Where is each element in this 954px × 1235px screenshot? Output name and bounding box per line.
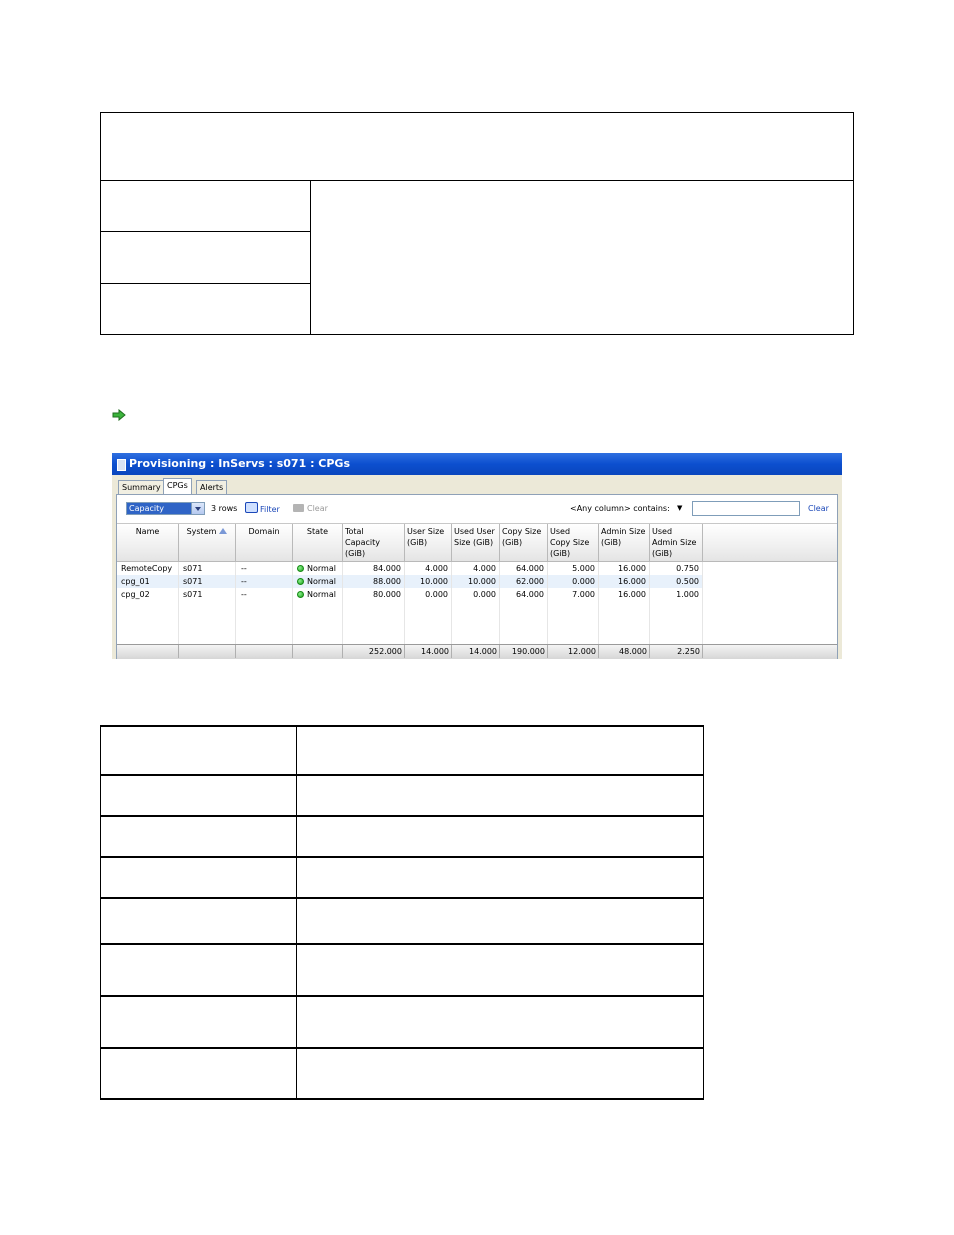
column-header-used-copy-size-gib[interactable]: [548, 524, 599, 562]
cell-value: cpg_01: [121, 577, 150, 586]
top-table-cell: [101, 232, 310, 284]
cell-value: 7.000: [572, 590, 595, 599]
status-ok-icon: [297, 565, 304, 572]
total-cell: 2.250: [650, 645, 703, 658]
column-header-label: Used Admin Size (GiB): [652, 527, 697, 558]
filter-label: Filter: [260, 505, 280, 514]
column-header-user-size-gib[interactable]: [405, 524, 452, 562]
cell-value: RemoteCopy: [121, 564, 173, 573]
table-cell: [121, 575, 150, 588]
top-table-cell: [101, 284, 310, 335]
grid-line: [451, 562, 452, 644]
bottom-table-row: [100, 995, 704, 1047]
top-table-header-row: [101, 113, 853, 181]
total-cell: 48.000: [599, 645, 650, 658]
bottom-table-divider: [296, 943, 297, 995]
view-select-value: Capacity: [129, 504, 164, 513]
table-row[interactable]: [117, 588, 703, 601]
column-header-name[interactable]: [117, 524, 179, 562]
table-cell: [650, 575, 699, 588]
sort-ascending-icon: [219, 528, 227, 534]
cell-value: cpg_02: [121, 590, 150, 599]
column-header-label: State: [306, 527, 329, 536]
table-cell: [599, 575, 646, 588]
bottom-table-rule: [100, 1098, 704, 1100]
totals-row: [117, 644, 837, 659]
grid-line: [292, 562, 293, 644]
bottom-table-row: [100, 774, 704, 815]
tab-summary[interactable]: Summary: [118, 480, 165, 494]
cell-value: 4.000: [425, 564, 448, 573]
bottom-table-rule: [100, 995, 704, 997]
bottom-table-rule: [100, 815, 704, 817]
table-cell: [121, 588, 150, 601]
table-cell: [599, 562, 646, 575]
bottom-table-rule: [100, 725, 704, 727]
row-count: 3 rows: [211, 504, 238, 513]
column-header-label: Total Capacity (GiB): [345, 527, 380, 558]
search-clear-button[interactable]: Clear: [808, 504, 829, 513]
bottom-table-rule: [100, 1047, 704, 1049]
column-header-label: User Size (GiB): [407, 527, 445, 547]
table-cell: [548, 575, 595, 588]
column-header-label: Used Copy Size (GiB): [550, 527, 590, 558]
table-cell: [405, 562, 448, 575]
grid-line: [598, 562, 599, 644]
cell-value: --: [241, 577, 247, 586]
total-cell: 190.000: [500, 645, 548, 658]
table-cell: [548, 588, 595, 601]
column-header-system[interactable]: [179, 524, 236, 562]
grid-line: [649, 562, 650, 644]
table-cell: [452, 588, 496, 601]
status-ok-icon: [297, 578, 304, 585]
caret-down-icon[interactable]: ▼: [677, 504, 683, 512]
cell-value: 4.000: [473, 564, 496, 573]
cell-value: 88.000: [373, 577, 401, 586]
cell-value: 1.000: [676, 590, 699, 599]
total-cell: [293, 645, 343, 658]
cell-value: 10.000: [420, 577, 448, 586]
cell-value: 0.000: [572, 577, 595, 586]
cell-value: 0.000: [473, 590, 496, 599]
grid-line: [178, 562, 179, 644]
cell-value: 62.000: [516, 577, 544, 586]
bottom-table-rule: [100, 943, 704, 945]
view-select[interactable]: [126, 502, 205, 515]
chevron-down-icon[interactable]: [191, 503, 204, 514]
bottom-table-rule: [100, 774, 704, 776]
table-cell: [548, 562, 595, 575]
window-title: Provisioning : InServs : s071 : CPGs: [129, 457, 351, 470]
provisioning-window: [112, 453, 842, 659]
column-header-label: Used User Size (GiB): [454, 527, 495, 547]
table-cell: [183, 575, 202, 588]
cell-value: 5.000: [572, 564, 595, 573]
table-cell: [241, 588, 247, 601]
grid-line: [547, 562, 548, 644]
cell-value: --: [241, 590, 247, 599]
bottom-table: [100, 725, 704, 1100]
table-cell: [241, 575, 247, 588]
table-cell: [343, 575, 401, 588]
bottom-table-row: [100, 897, 704, 943]
status-ok-icon: [297, 591, 304, 598]
table-cell: [343, 562, 401, 575]
table-cell: [343, 588, 401, 601]
bottom-table-row: [100, 725, 704, 774]
column-headers: [117, 523, 837, 562]
cpgs-panel: [116, 494, 838, 659]
clear-filter-label: Clear: [307, 504, 328, 513]
column-filter-select[interactable]: <Any column> contains:: [570, 504, 670, 513]
cell-value: 64.000: [516, 564, 544, 573]
column-header-label: Admin Size (GiB): [601, 527, 646, 547]
column-header-total-capacity-gib[interactable]: [343, 524, 405, 562]
column-header-used-admin-size-gib[interactable]: [650, 524, 703, 562]
cell-value: s071: [183, 590, 203, 599]
table-cell: [405, 575, 448, 588]
table-cell: [650, 562, 699, 575]
bottom-table-row: [100, 943, 704, 995]
bottom-table-divider: [296, 725, 297, 774]
table-cell: [297, 562, 336, 575]
filter-button[interactable]: [245, 502, 280, 515]
cell-value: s071: [183, 564, 203, 573]
cell-value: 80.000: [373, 590, 401, 599]
table-cell: [650, 588, 699, 601]
cpg-table: [117, 523, 837, 659]
title-bar: [112, 453, 842, 475]
bottom-table-rule: [100, 897, 704, 899]
cell-value: 16.000: [618, 564, 646, 573]
cell-value: 0.500: [676, 577, 699, 586]
cell-value: 0.750: [676, 564, 699, 573]
column-header-domain[interactable]: [236, 524, 293, 562]
total-cell: [117, 645, 179, 658]
grid-line: [499, 562, 500, 644]
total-cell: 14.000: [405, 645, 452, 658]
grid-line: [342, 562, 343, 644]
grid-line: [404, 562, 405, 644]
bottom-table-rule: [100, 856, 704, 858]
table-cell: [297, 588, 336, 601]
table-body: [117, 562, 837, 644]
cell-value: Normal: [307, 564, 336, 573]
grid-line: [702, 562, 703, 644]
bottom-table-divider: [296, 856, 297, 897]
top-table-left-column: [101, 181, 311, 335]
column-header-state[interactable]: [293, 524, 343, 562]
column-header-label: Domain: [248, 527, 280, 536]
cell-value: 64.000: [516, 590, 544, 599]
filter-icon: [245, 502, 258, 513]
total-cell: 252.000: [343, 645, 405, 658]
cell-value: 0.000: [425, 590, 448, 599]
total-cell: [236, 645, 293, 658]
total-cell: 14.000: [452, 645, 500, 658]
cell-value: 84.000: [373, 564, 401, 573]
table-cell: [599, 588, 646, 601]
table-cell: [241, 562, 247, 575]
bottom-table-row: [100, 856, 704, 897]
window-icon: [117, 459, 126, 471]
table-cell: [500, 562, 544, 575]
table-cell: [500, 575, 544, 588]
cell-value: Normal: [307, 590, 336, 599]
search-input[interactable]: [692, 501, 800, 516]
cell-value: --: [241, 564, 247, 573]
tab-cpgs[interactable]: CPGs: [163, 478, 192, 495]
column-header-copy-size-gib[interactable]: [500, 524, 548, 562]
bottom-table-divider: [296, 1047, 297, 1098]
tab-alerts[interactable]: Alerts: [196, 480, 227, 494]
top-table-cell: [101, 181, 310, 232]
table-cell: [405, 588, 448, 601]
bottom-table-row: [100, 1047, 704, 1098]
table-cell: [183, 588, 202, 601]
table-cell: [183, 562, 202, 575]
table-cell: [452, 562, 496, 575]
green-arrow-icon: [112, 409, 126, 421]
column-header-label: System: [186, 527, 217, 536]
total-cell: [179, 645, 236, 658]
cell-value: 10.000: [468, 577, 496, 586]
top-table: [100, 112, 854, 335]
eraser-icon: [293, 504, 304, 512]
table-row[interactable]: [117, 562, 703, 575]
table-cell: [500, 588, 544, 601]
table-cell: [121, 562, 172, 575]
column-header-label: Copy Size (GiB): [502, 527, 542, 547]
column-header-admin-size-gib[interactable]: [599, 524, 650, 562]
cell-value: s071: [183, 577, 203, 586]
column-header-label: Name: [135, 527, 160, 536]
total-cell: 12.000: [548, 645, 599, 658]
cell-value: 16.000: [618, 577, 646, 586]
table-cell: [297, 575, 336, 588]
column-header-used-user-size-gib[interactable]: [452, 524, 500, 562]
table-cell: [452, 575, 496, 588]
cell-value: 16.000: [618, 590, 646, 599]
bottom-table-divider: [296, 774, 297, 815]
bottom-table-row: [100, 815, 704, 856]
table-row[interactable]: [117, 575, 703, 588]
column-header-filler: [703, 524, 837, 562]
clear-filter-button[interactable]: [293, 502, 328, 515]
bottom-table-divider: [296, 995, 297, 1047]
cell-value: Normal: [307, 577, 336, 586]
bottom-table-divider: [296, 897, 297, 943]
toolbar: [117, 495, 837, 523]
bottom-table-divider: [296, 815, 297, 856]
grid-line: [235, 562, 236, 644]
